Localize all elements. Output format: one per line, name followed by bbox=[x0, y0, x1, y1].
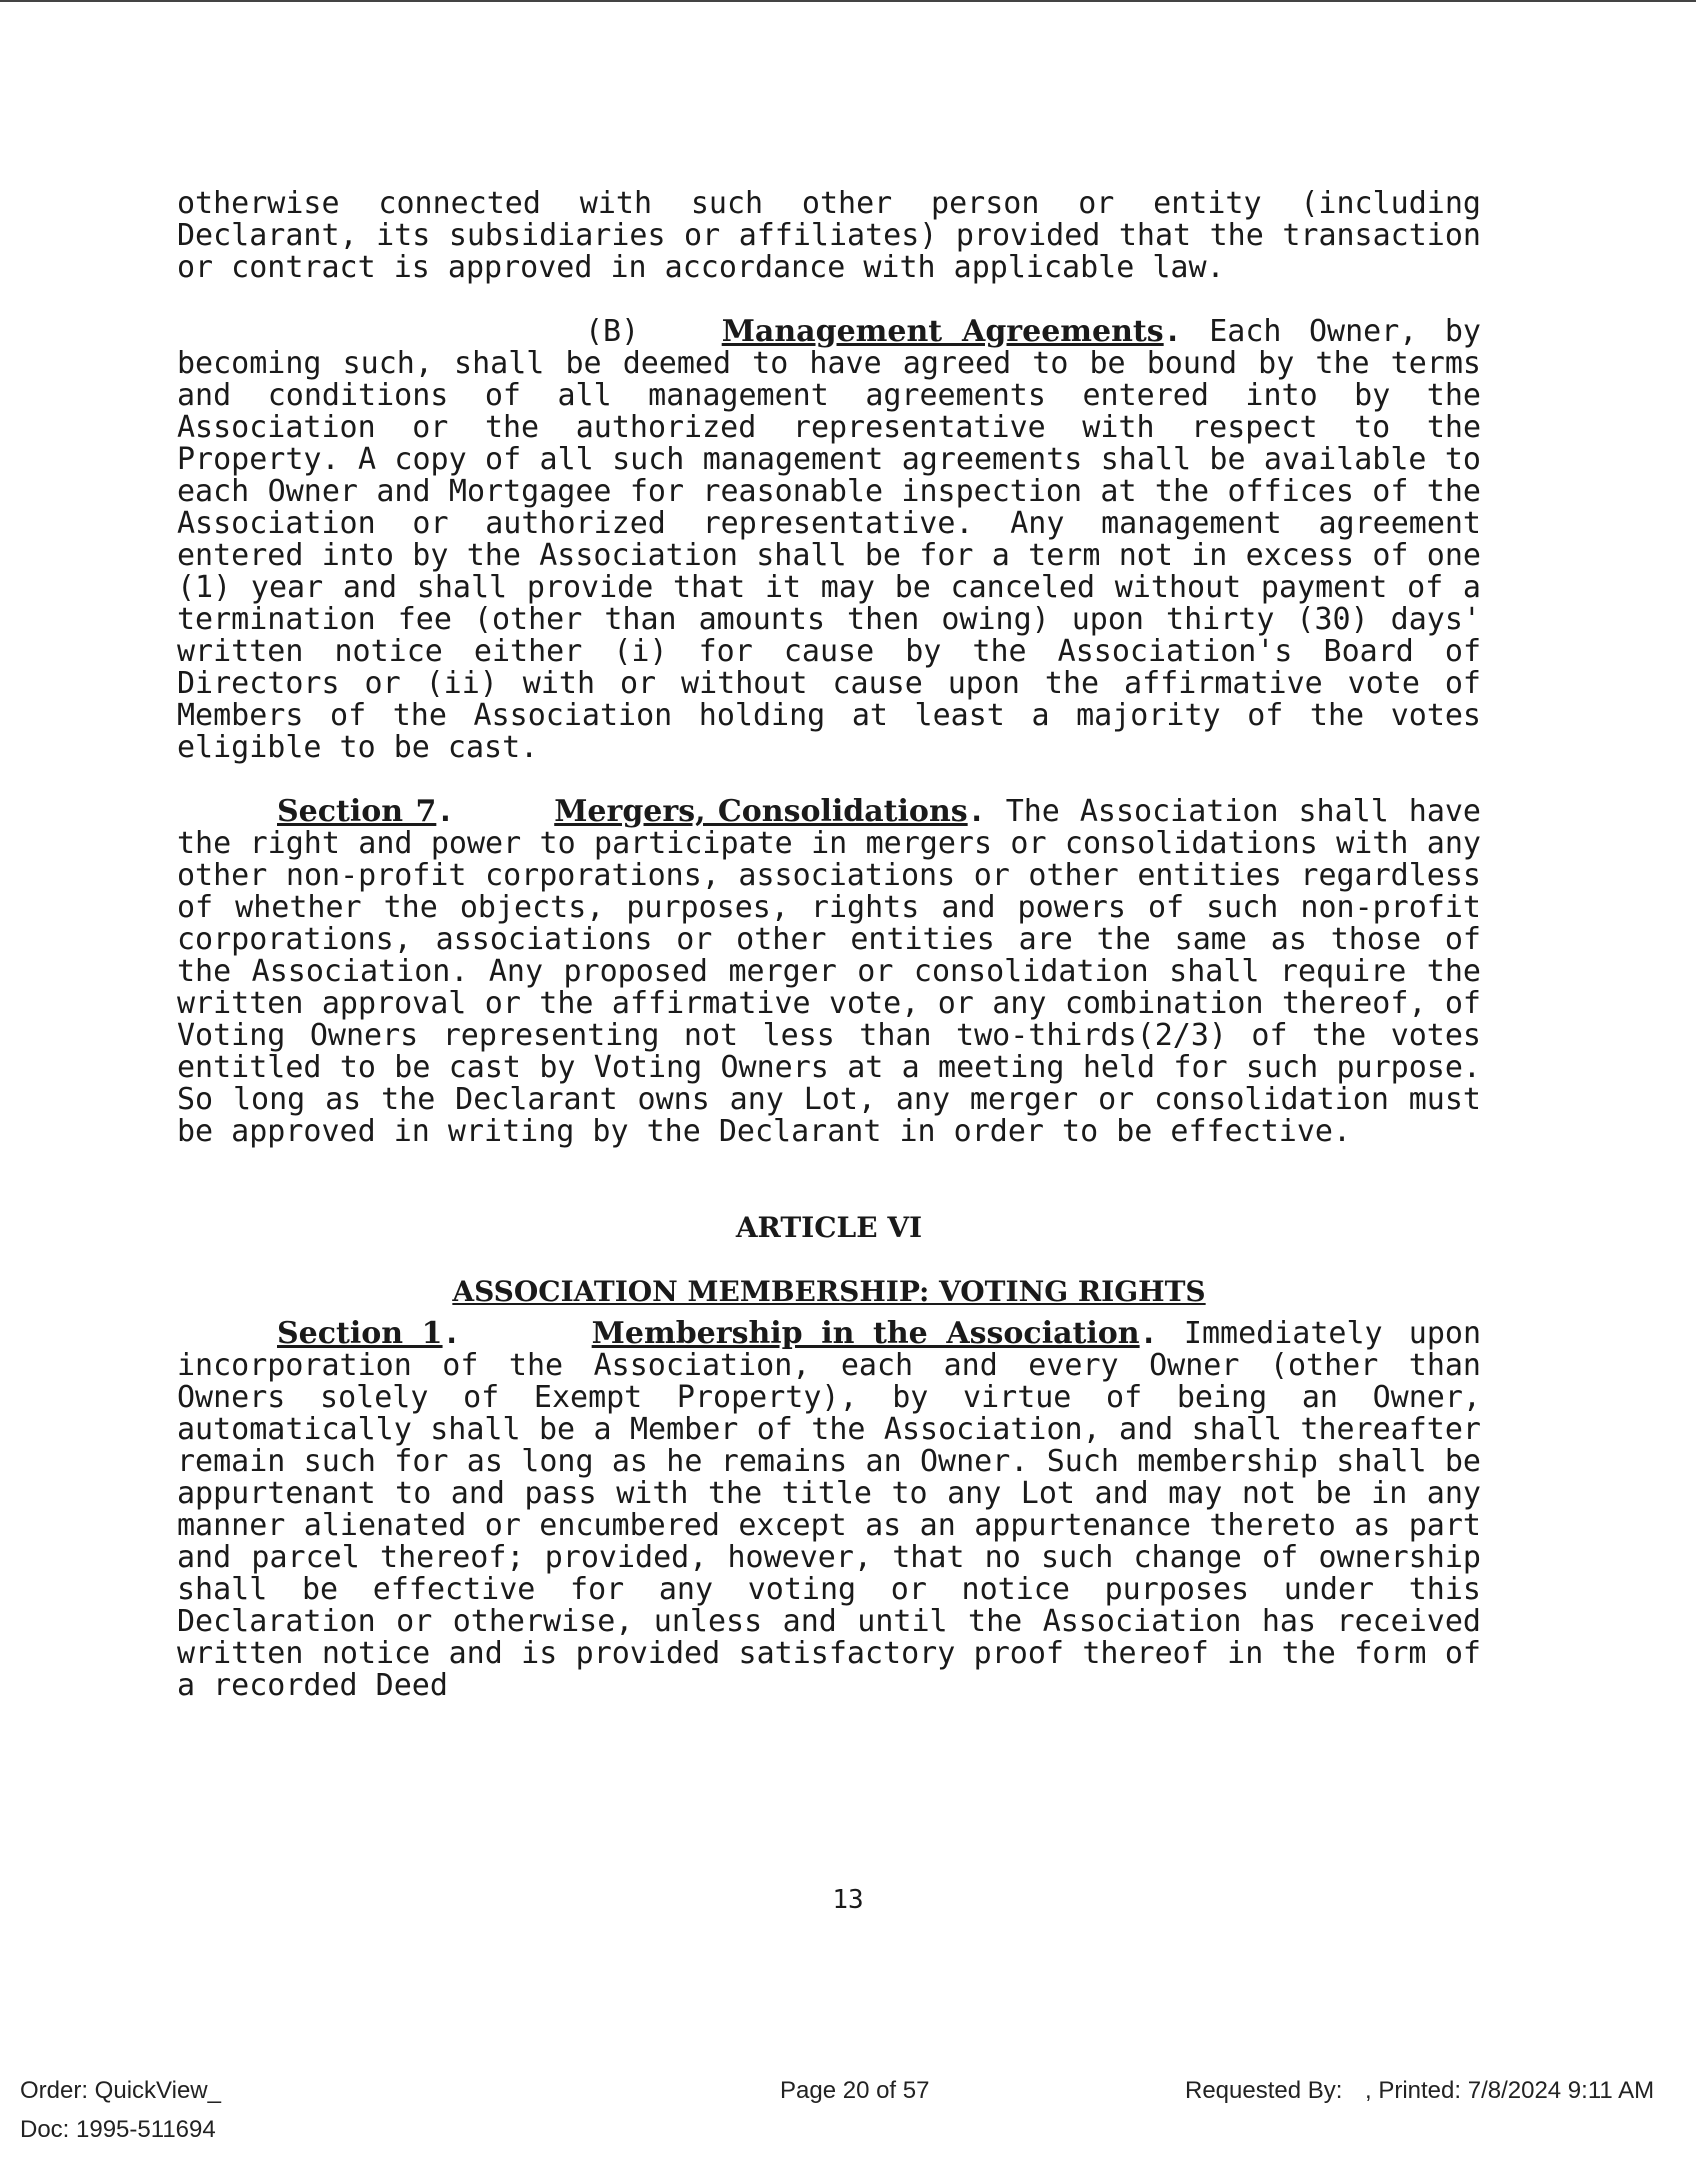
subsection-label: (B) bbox=[585, 314, 640, 349]
section-7-body: The Association shall have the right and power to participate in mergers or consolidations with any other non-profit corporations, associations or other entities regardless of whether the objects, purposes, rights and powers of such non-profit corporations, associations or other entities are the same as those of the Association. Any proposed merger or consolidation shall require the written approval or the affirmative vote, or any combination thereof, of Voting Owners representing not less than two-thirds(2/3) of the votes entitled to be cast by Voting Owners at a meeting held for such purpose. So long as the Declarant owns any Lot, any merger or consolidation must be approved in writing by the Declarant in order to be effective. bbox=[177, 794, 1481, 1149]
footer-requested-by: Requested By: bbox=[1185, 2077, 1343, 2104]
section-7-title: Mergers, Consolidations bbox=[554, 794, 968, 829]
article-title: ARTICLE VI bbox=[735, 1211, 923, 1244]
footer-doc: Doc: 1995-511694 bbox=[20, 2116, 216, 2143]
paragraph-section-1: Section 1. Membership in the Association. Immediately upon incorporation of the Association, each and every Owner (other than Owners solely of Exempt Property), by virtue of being an Owner, automatically shall be a Member of the Association, and shall thereafter remain such for as long as he remains an Owner. Such membership shall be appurtenant to and pass with the title to any Lot and may not be in any manner alienated or encumbered except as an appurtenance thereto as part and parcel thereof; provided, however, that no such change of ownership shall be effective for any voting or notice purposes under this Declaration or otherwise, unless and until the Association has received written notice and is provided satisfactory proof thereof in the form of a recorded Deed bbox=[177, 1316, 1482, 1703]
article-subtitle: ASSOCIATION MEMBERSHIP: VOTING RIGHTS bbox=[452, 1275, 1206, 1308]
footer-printed-date: , Printed: 7/8/2024 9:11 AM bbox=[1365, 2077, 1655, 2104]
section-1-title: Membership in the Association bbox=[591, 1316, 1140, 1351]
section-1-body: Immediately upon incorporation of the Association, each and every Owner (other than Owners solely of Exempt Property), by virtue of being an Owner, automatically shall be a Member of the Association, and shall thereafter remain such for as long as he remains an Owner. Such membership shall be appurtenant to and pass with the title to any Lot and may not be in any manner alienated or encumbered except as an appurtenance thereto as part and parcel thereof; provided, however, that no such change of ownership shall be effective for any voting or notice purposes under this Declaration or otherwise, unless and until the Association has received written notice and is provided satisfactory proof thereof in the form of a recorded Deed bbox=[177, 1316, 1482, 1703]
paragraph-management-agreements: (B) Management Agreements. Each Owner, by becoming such, shall be deemed to have agreed to be bound by the terms and conditions of all management agreements entered into by the Association or the authorized representative with respect to the Property. A copy of all such management agreements shall be available to each Owner and Mortgagee for reasonable inspection at the offices of the Association or authorized representative. Any management agreement entered into by the Association shall be for a term not in excess of one (1) year and shall provide that it may be canceled without payment of a termination fee (other than amounts then owing) upon thirty (30) days' written notice either (i) for cause by the Association's Board of Directors or (ii) with or without cause upon the affirmative vote of Members of the Association holding at least a majority of the votes eligible to be cast. bbox=[177, 314, 1481, 765]
page-number: 13 bbox=[832, 1885, 864, 1915]
footer-page-count: Page 20 of 57 bbox=[780, 2077, 930, 2104]
document-body bbox=[177, 188, 1481, 1702]
section-7-label: Section 7 bbox=[277, 794, 437, 829]
subsection-title: Management Agreements bbox=[721, 314, 1164, 349]
paragraph-continuation: otherwise connected with such other person or entity (including Declarant, its subsidiaries or affiliates) provided that the transaction or contract is approved in accordance with applicable law. bbox=[177, 186, 1481, 285]
top-border-line bbox=[0, 0, 1696, 2]
section-1-label: Section 1 bbox=[277, 1316, 443, 1351]
footer-order: Order: QuickView_ bbox=[20, 2077, 221, 2104]
subsection-body: Each Owner, by becoming such, shall be deemed to have agreed to be bound by the terms and conditions of all management agreements entered into by the Association or the authorized representative with respect to the Property. A copy of all such management agreements shall be available to each Owner and Mortgagee for reasonable inspection at the offices of the Association or authorized representative. Any management agreement entered into by the Association shall be for a term not in excess of one (1) year and shall provide that it may be canceled without payment of a termination fee (other than amounts then owing) upon thirty (30) days' written notice either (i) for cause by the Association's Board of Directors or (ii) with or without cause upon the affirmative vote of Members of the Association holding at least a majority of the votes eligible to be cast. bbox=[177, 314, 1481, 765]
paragraph-section-7: Section 7. Mergers, Consolidations. The Association shall have the right and power to participate in mergers or consolidations with any other non-profit corporations, associations or other entities regardless of whether the objects, purposes, rights and powers of such non-profit corporations, associations or other entities are the same as those of the Association. Any proposed merger or consolidation shall require the written approval or the affirmative vote, or any combination thereof, of Voting Owners representing not less than two-thirds(2/3) of the votes entitled to be cast by Voting Owners at a meeting held for such purpose. So long as the Declarant owns any Lot, any merger or consolidation must be approved in writing by the Declarant in order to be effective. bbox=[177, 794, 1481, 1149]
